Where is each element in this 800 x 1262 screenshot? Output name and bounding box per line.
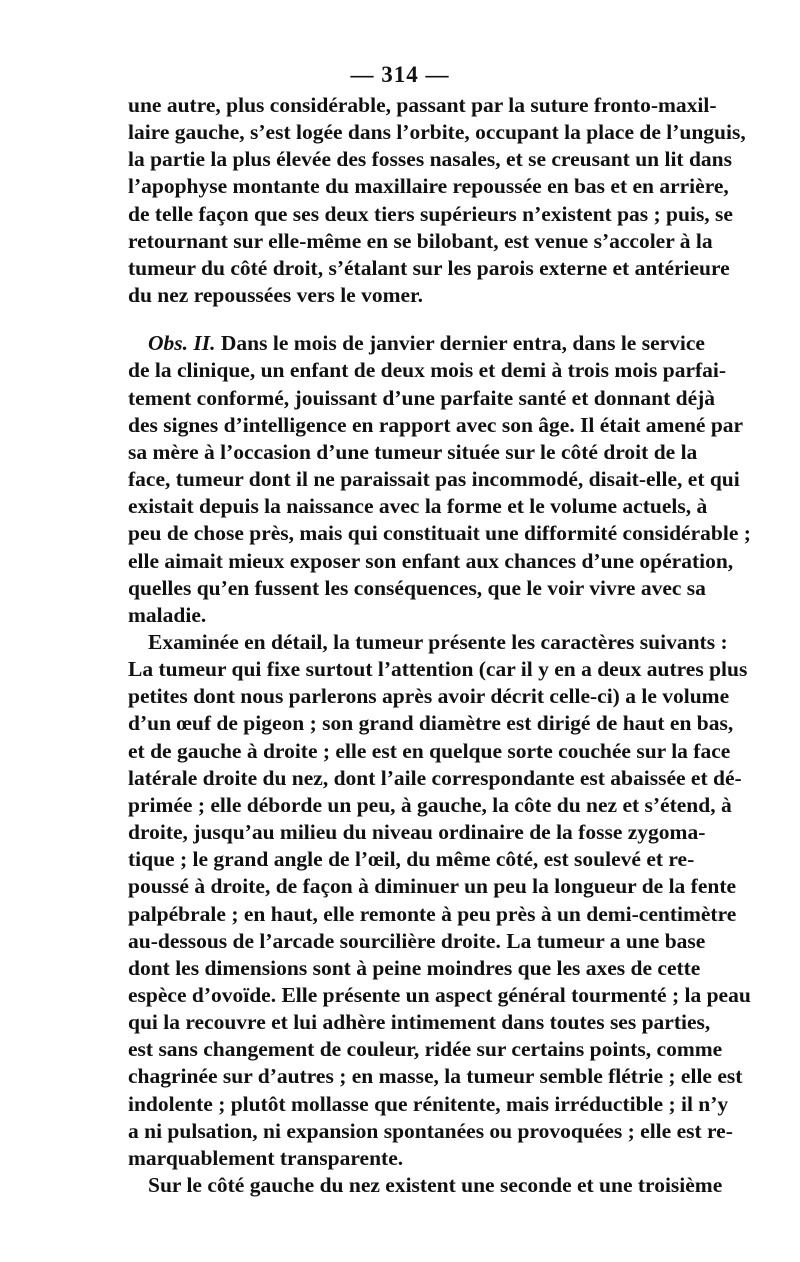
text-line: espèce d’ovoïde. Elle présente un aspect général tourmenté ; la peau bbox=[128, 983, 751, 1007]
text-line: retournant sur elle-même en se bilobant, est venue s’accoler à la bbox=[128, 228, 713, 253]
text-line: tique ; le grand angle de l’œil, du même côté, est soulevé et re- bbox=[128, 847, 695, 872]
text-line: marquablement transparente. bbox=[128, 1145, 404, 1170]
text-line: du nez repoussées vers le vomer. bbox=[128, 283, 423, 308]
text-line: quelles qu’en fussent les conséquences, que le voir vivre avec sa bbox=[128, 575, 706, 600]
text-line: elle aimait mieux exposer son enfant aux chances d’une opération, bbox=[128, 548, 734, 573]
text-line: petites dont nous parlerons après avoir décrit celle-ci) a le volume bbox=[128, 684, 730, 709]
text-line: de la clinique, un enfant de deux mois et demi à trois mois parfai- bbox=[128, 358, 727, 383]
observation-paragraph bbox=[128, 330, 751, 629]
text-line: poussé à droite, de façon à diminuer un peu la longueur de la fente bbox=[128, 874, 737, 899]
text-line: maladie. bbox=[128, 602, 207, 627]
text-line: indolente ; plutôt mollasse que rénitente, mais irréductible ; il n’y bbox=[128, 1091, 729, 1116]
text-line: face, tumeur dont il ne paraissait pas incommodé, disait-elle, et qui bbox=[128, 467, 740, 492]
text-line: et de gauche à droite ; elle est en quelque sorte couchée sur la face bbox=[128, 738, 731, 763]
text-line: dont les dimensions sont à peine moindres que les axes de cette bbox=[128, 955, 701, 980]
paragraph-spacer bbox=[128, 309, 673, 330]
closing-paragraph bbox=[128, 1172, 723, 1199]
text-line: laire gauche, s’est logée dans l’orbite, occupant la place de l’unguis, bbox=[128, 120, 746, 145]
text-line: de telle façon que ses deux tiers supérieurs n’existent pas ; puis, se bbox=[128, 201, 733, 226]
text-line: la partie la plus élevée des fosses nasales, et se creusant un lit dans bbox=[128, 147, 732, 172]
text-line: palpébrale ; en haut, elle remonte à peu près à un demi-centimètre bbox=[128, 901, 737, 926]
text-line: au-dessous de l’arcade sourcilière droite. La tumeur a une base bbox=[128, 928, 706, 953]
text-line: des signes d’intelligence en rapport avec son âge. Il était amené par bbox=[128, 412, 744, 437]
text-line: chagrinée sur d’autres ; en masse, la tumeur semble flétrie ; elle est bbox=[128, 1064, 743, 1089]
text-line: une autre, plus considérable, passant par la suture fronto-maxil- bbox=[128, 93, 717, 117]
examination-paragraph bbox=[128, 629, 751, 1172]
text-line: Sur le côté gauche du nez existent une seconde et une troisième bbox=[148, 1173, 723, 1198]
text-line: tumeur du côté droit, s’étalant sur les parois externe et antérieure bbox=[128, 255, 730, 280]
text-line bbox=[128, 330, 705, 357]
text-line: d’un œuf de pigeon ; son grand diamètre est dirigé de haut en bas, bbox=[128, 711, 734, 736]
text-line: peu de chose près, mais qui constituait une difformité considérable ; bbox=[128, 521, 751, 546]
text-line: qui la recouvre et lui adhère intimement dans toutes ses parties, bbox=[128, 1010, 711, 1035]
text-line: primée ; elle déborde un peu, à gauche, la côte du nez et s’étend, à bbox=[128, 792, 732, 817]
text-line: Examinée en détail, la tumeur présente les caractères suivants : bbox=[148, 629, 728, 654]
text-line: La tumeur qui fixe surtout l’attention (car il y en a deux autres plus bbox=[128, 657, 748, 682]
observation-first-line: Dans le mois de janvier dernier entra, dans le service bbox=[215, 331, 705, 356]
text-line: tement conformé, jouissant d’une parfaite santé et donnant déjà bbox=[128, 385, 716, 410]
text-line: existait depuis la naissance avec la forme et le volume actuels, à bbox=[128, 494, 708, 519]
text-line: sa mère à l’occasion d’une tumeur située sur le côté droit de la bbox=[128, 439, 698, 464]
text-line: droite, jusqu’au milieu du niveau ordinaire de la fosse zygoma- bbox=[128, 820, 706, 845]
text-line: latérale droite du nez, dont l’aile correspondante est abaissée et dé- bbox=[128, 765, 742, 790]
text-line: est sans changement de couleur, ridée sur certains points, comme bbox=[128, 1037, 723, 1062]
text-line: l’apophyse montante du maxillaire repoussée en bas et en arrière, bbox=[128, 174, 729, 199]
paragraph-continuation bbox=[128, 92, 746, 309]
page-number: — 314 — bbox=[350, 62, 450, 87]
text-line: a ni pulsation, ni expansion spontanées ou provoquées ; elle est re- bbox=[128, 1118, 733, 1143]
observation-label: Obs. II. bbox=[148, 331, 216, 356]
body-text bbox=[128, 92, 751, 1199]
